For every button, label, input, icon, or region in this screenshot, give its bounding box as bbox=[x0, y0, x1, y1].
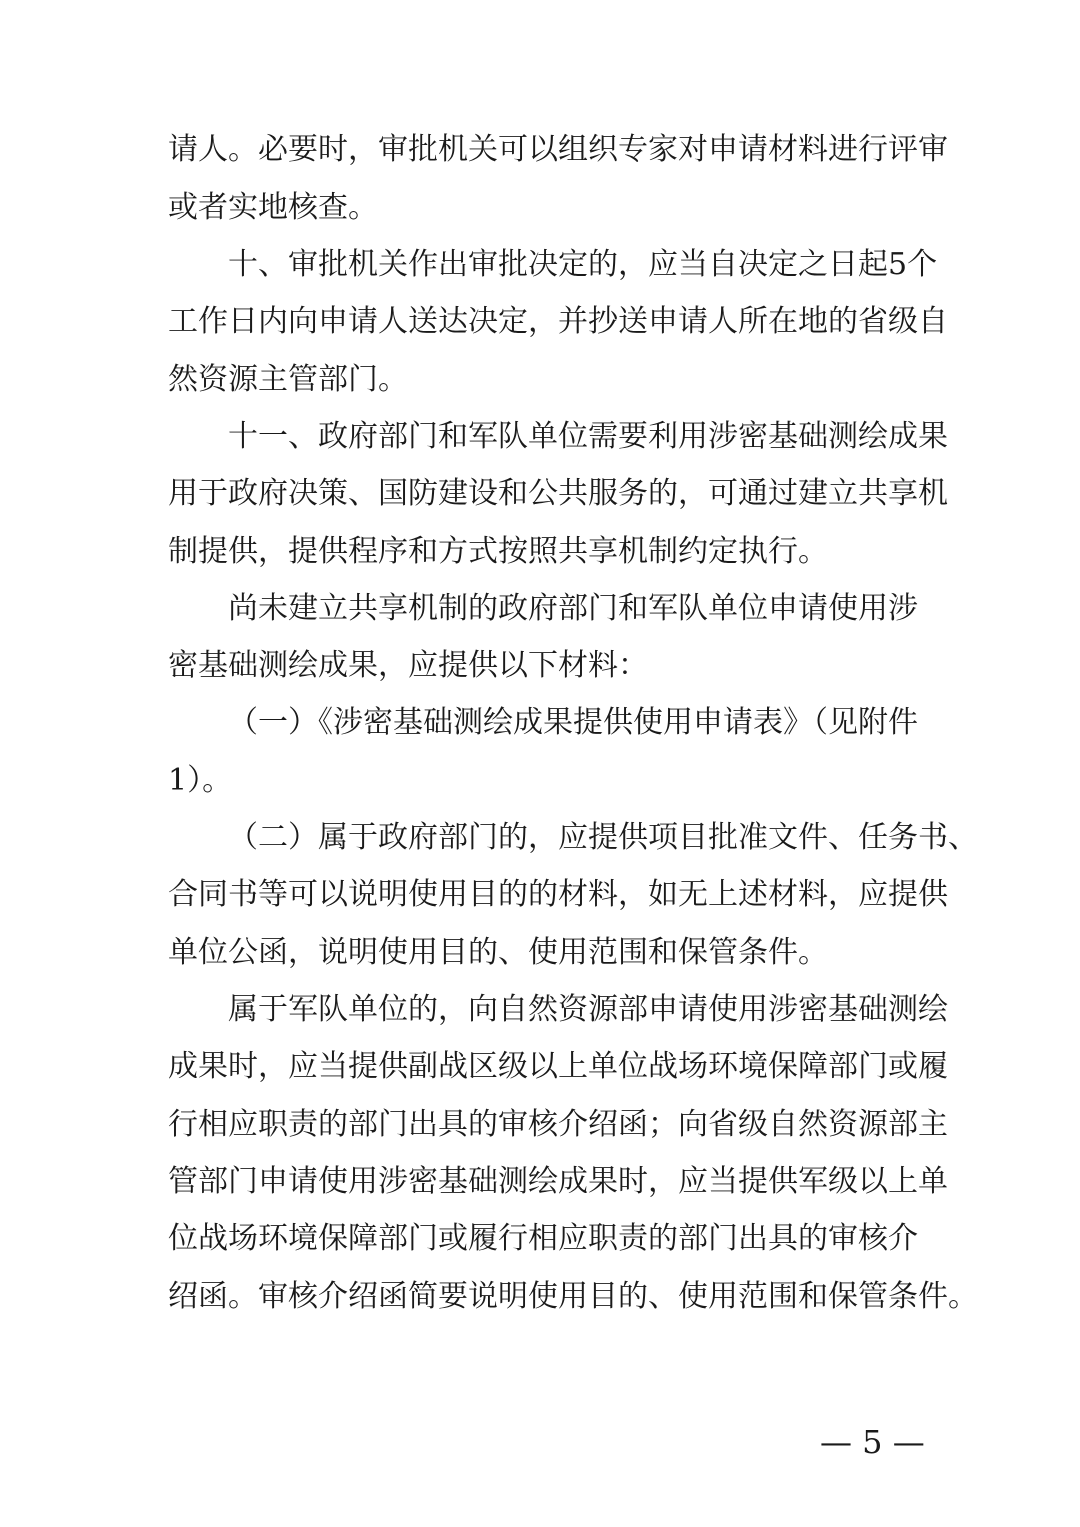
page-number: — 5 — bbox=[820, 1423, 925, 1461]
text-line: 行相应职责的部门出具的审核介绍函；向省级自然资源部主 bbox=[168, 1107, 948, 1142]
text-line: 绍函。审核介绍函简要说明使用目的、使用范围和保管条件。 bbox=[168, 1279, 978, 1314]
text-line: 或者实地核查。 bbox=[168, 190, 378, 225]
text-line: 密基础测绘成果，应提供以下材料： bbox=[168, 648, 648, 683]
text-line: 合同书等可以说明使用目的的材料，如无上述材料，应提供 bbox=[168, 877, 948, 912]
text-line: 属于军队单位的，向自然资源部申请使用涉密基础测绘 bbox=[228, 992, 948, 1027]
text-line: 单位公函，说明使用目的、使用范围和保管条件。 bbox=[168, 935, 828, 970]
text-line: 工作日内向申请人送达决定，并抄送申请人所在地的省级自 bbox=[168, 304, 948, 339]
text-line: 成果时，应当提供副战区级以上单位战场环境保障部门或履 bbox=[168, 1049, 948, 1084]
text-line: 位战场环境保障部门或履行相应职责的部门出具的审核介 bbox=[168, 1221, 918, 1256]
text-line: （一）《涉密基础测绘成果提供使用申请表》（见附件 bbox=[228, 705, 918, 740]
text-line: 管部门申请使用涉密基础测绘成果时，应当提供军级以上单 bbox=[168, 1164, 948, 1199]
text-line: 十一、政府部门和军队单位需要利用涉密基础测绘成果 bbox=[228, 419, 948, 454]
text-line: 十、审批机关作出审批决定的，应当自决定之日起5个 bbox=[228, 247, 938, 282]
text-line: （二）属于政府部门的，应提供项目批准文件、任务书、 bbox=[228, 820, 978, 855]
text-line: 请人。必要时，审批机关可以组织专家对申请材料进行评审 bbox=[168, 132, 948, 167]
text-line: 用于政府决策、国防建设和公共服务的，可通过建立共享机 bbox=[168, 476, 948, 511]
text-line: 尚未建立共享机制的政府部门和军队单位申请使用涉 bbox=[228, 591, 918, 626]
text-line: 然资源主管部门。 bbox=[168, 362, 408, 397]
text-line: 1）。 bbox=[168, 763, 233, 798]
text-line: 制提供，提供程序和方式按照共享机制约定执行。 bbox=[168, 534, 828, 569]
